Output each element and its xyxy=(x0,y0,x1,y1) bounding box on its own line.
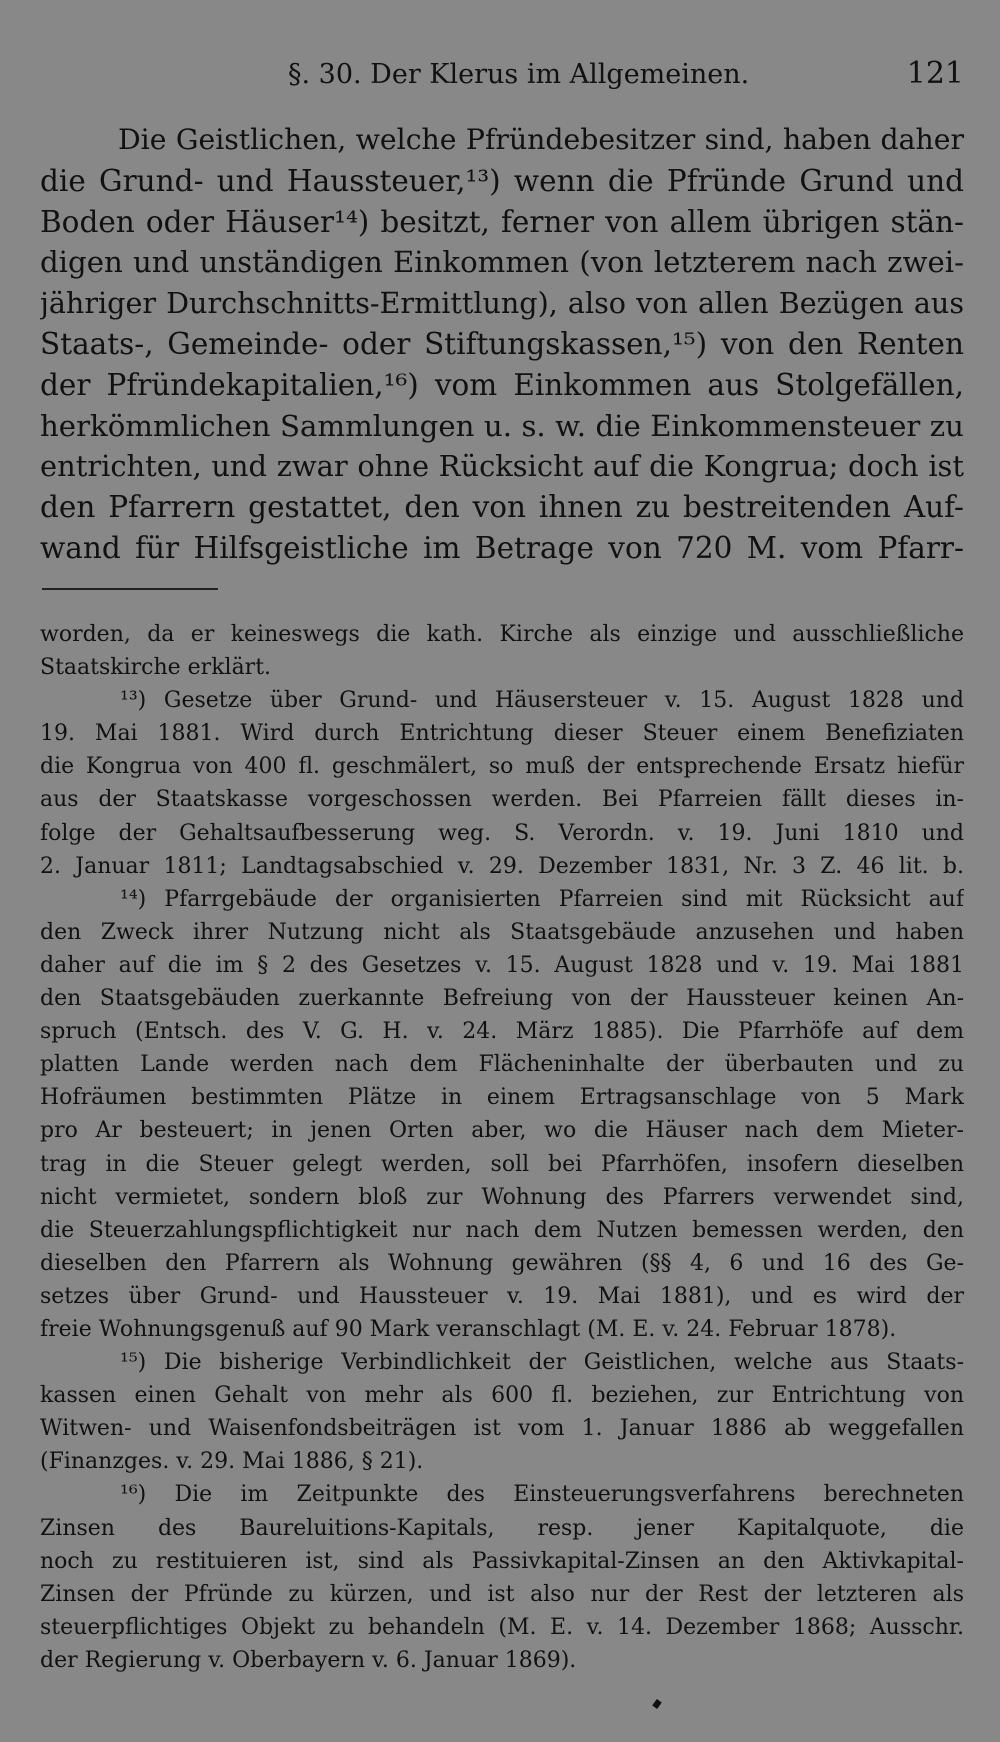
print-speck xyxy=(652,1699,662,1709)
main-line: jähriger Durchschnitts-Ermittlung), also von allen Bezügen aus xyxy=(40,286,964,321)
footnote-13-start: ¹³) Gesetze über Grund- und Häusersteuer v. 15. August 1828 und xyxy=(120,688,964,714)
footnote-line: die Kongrua von 400 fl. geschmälert, so muß der entsprechende Ersatz hiefür xyxy=(40,754,964,780)
footnote-line: platten Lande werden nach dem Flächeninhalte der überbauten und zu xyxy=(40,1052,964,1078)
footnote-line: Hofräumen bestimmten Plätze in einem Ertragsanschlage von 5 Mark xyxy=(40,1085,964,1111)
main-line: Die Geistlichen, welche Pfründebesitzer sind, haben daher xyxy=(118,123,964,156)
footnote-line: (Finanzges. v. 29. Mai 1886, § 21). xyxy=(40,1449,424,1475)
footnote-line: steuerpflichtiges Objekt zu behandeln (M. E. v. 14. Dezember 1868; Ausschr. xyxy=(40,1614,964,1640)
footnote-line: Zinsen des Baureluitions-Kapitals, resp. jener Kapitalquote, die xyxy=(40,1515,964,1541)
footnote-16-start: ¹⁶) Die im Zeitpunkte des Einsteuerungsverfahrens berechneten xyxy=(120,1482,964,1508)
footnote-line: den Staatsgebäuden zuerkannte Befreiung von der Haussteuer keinen An- xyxy=(40,986,964,1012)
running-head xyxy=(40,56,964,96)
footnote-line: 19. Mai 1881. Wird durch Entrichtung dieser Steuer einem Benefiziaten xyxy=(40,721,964,747)
footnote-line: Zinsen der Pfründe zu kürzen, und ist also nur der Rest der letzteren als xyxy=(40,1581,964,1607)
main-line: entrichten, und zwar ohne Rücksicht auf die Kongrua; doch ist xyxy=(40,449,964,484)
main-line: herkömmlichen Sammlungen u. s. w. die Einkommensteuer zu xyxy=(40,408,964,443)
footnote-line: nicht vermietet, sondern bloß zur Wohnung des Pfarrers verwendet sind, xyxy=(40,1184,964,1210)
page-number: 121 xyxy=(906,56,964,91)
footnotes xyxy=(40,618,964,1677)
footnote-line: setzes über Grund- und Haussteuer v. 19. Mai 1881), und es wird der xyxy=(40,1283,964,1309)
main-line: digen und unständigen Einkommen (von letzterem nach zwei- xyxy=(40,245,964,280)
footnote-line: pro Ar besteuert; in jenen Orten aber, wo die Häuser nach dem Mieter- xyxy=(40,1118,964,1144)
main-line: Boden oder Häuser¹⁴) besitzt, ferner von allem übrigen stän- xyxy=(40,204,964,239)
footnote-line: aus der Staatskasse vorgeschossen werden. Bei Pfarreien fällt dieses in- xyxy=(40,787,964,813)
footnote-line: Staatskirche erklärt. xyxy=(40,655,272,681)
chapter-heading: §. 30. Der Klerus im Allgemeinen. xyxy=(288,59,750,90)
footnote-line: daher auf die im § 2 des Gesetzes v. 15. August 1828 und v. 19. Mai 1881 xyxy=(40,952,964,978)
footnote-line: der Regierung v. Oberbayern v. 6. Januar 1869). xyxy=(40,1647,577,1673)
footnote-line: den Zweck ihrer Nutzung nicht als Staatsgebäude anzusehen und haben xyxy=(40,919,964,945)
footnote-line: trag in die Steuer gelegt werden, soll bei Pfarrhöfen, insofern dieselben xyxy=(40,1151,964,1177)
footnote-line: Witwen- und Waisenfondsbeiträgen ist vom 1. Januar 1886 ab weggefallen xyxy=(40,1416,964,1442)
footnote-line: spruch (Entsch. des V. G. H. v. 24. März 1885). Die Pfarrhöfe auf dem xyxy=(40,1019,964,1045)
main-line: wand für Hilfsgeistliche im Betrage von 720 M. vom Pfarr- xyxy=(40,530,964,565)
footnote-14-start: ¹⁴) Pfarrgebäude der organisierten Pfarreien sind mit Rücksicht auf xyxy=(120,886,964,912)
main-line: den Pfarrern gestattet, den von ihnen zu bestreitenden Auf- xyxy=(40,490,964,525)
main-line: die Grund- und Haussteuer,¹³) wenn die Pfründe Grund und xyxy=(40,163,964,198)
footnote-line: noch zu restituieren ist, sind als Passivkapital-Zinsen an den Aktivkapital- xyxy=(40,1548,964,1574)
footnote-line: kassen einen Gehalt von mehr als 600 fl. beziehen, zur Entrichtung von xyxy=(40,1383,964,1409)
footnote-line: 2. Januar 1811; Landtagsabschied v. 29. Dezember 1831, Nr. 3 Z. 46 lit. b. xyxy=(40,853,964,879)
footnote-line: folge der Gehaltsaufbesserung weg. S. Verordn. v. 19. Juni 1810 und xyxy=(40,820,964,846)
main-text xyxy=(40,120,964,569)
footnote-line: dieselben den Pfarrern als Wohnung gewähren (§§ 4, 6 und 16 des Ge- xyxy=(40,1250,964,1276)
footnote-separator xyxy=(42,588,218,590)
main-line: Staats-, Gemeinde- oder Stiftungskassen,¹⁵) von den Renten xyxy=(40,326,964,361)
footnote-line: die Steuerzahlungspflichtigkeit nur nach dem Nutzen bemessen werden, den xyxy=(40,1217,964,1243)
footnote-15-start: ¹⁵) Die bisherige Verbindlichkeit der Geistlichen, welche aus Staats- xyxy=(120,1350,964,1376)
footnote-line: worden, da er keineswegs die kath. Kirche als einzige und ausschließliche xyxy=(40,622,964,647)
main-line: der Pfründekapitalien,¹⁶) vom Einkommen aus Stolgefällen, xyxy=(40,367,964,402)
footnote-line: freie Wohnungsgenuß auf 90 Mark veranschlagt (M. E. v. 24. Februar 1878). xyxy=(40,1316,897,1342)
